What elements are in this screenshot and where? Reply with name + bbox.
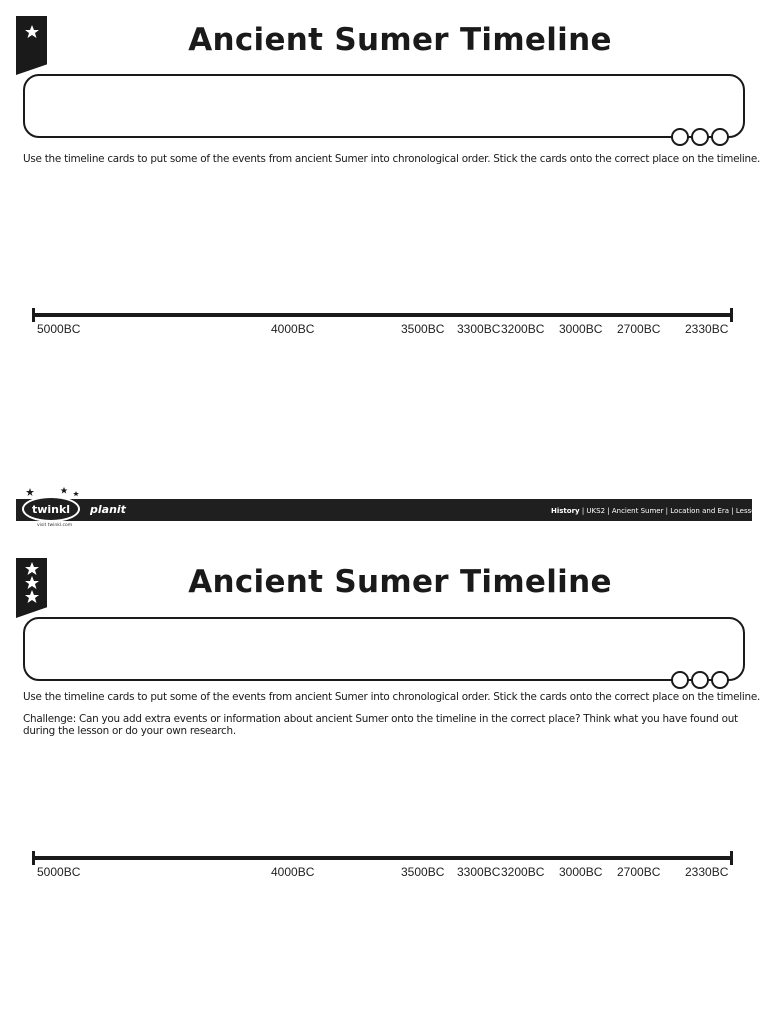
timeline-label: 3300BC bbox=[457, 865, 501, 879]
timeline-label: 3200BC bbox=[501, 322, 545, 336]
learning-objective-box[interactable] bbox=[23, 74, 745, 138]
timeline-label: 4000BC bbox=[271, 322, 315, 336]
learning-objective-box[interactable] bbox=[23, 617, 745, 681]
timeline-label: 4000BC bbox=[271, 865, 315, 879]
breadcrumb-subject: History bbox=[551, 507, 580, 515]
challenge-text: Challenge: Can you add extra events or information about ancient Sumer onto the timeline in the correct place? Think what you have found out during the lesson or do your own research. bbox=[23, 713, 738, 737]
breadcrumb-path: | UKS2 | Ancient Sumer | Location and Era | Lesson 1 bbox=[579, 507, 767, 515]
timeline-label: 2330BC bbox=[685, 865, 729, 879]
timeline-label: 3200BC bbox=[501, 865, 545, 879]
timeline-label: 2700BC bbox=[617, 322, 661, 336]
instruction-text: Use the timeline cards to put some of the events from ancient Sumer into chronological order. Stick the cards onto the correct place on the timeline. bbox=[23, 153, 761, 165]
timeline-label: 3000BC bbox=[559, 322, 603, 336]
timeline-label: 3300BC bbox=[457, 322, 501, 336]
rings-icon bbox=[671, 671, 729, 689]
footer-breadcrumb bbox=[551, 507, 767, 515]
timeline-label: 5000BC bbox=[37, 322, 81, 336]
timeline-label: 3500BC bbox=[401, 322, 445, 336]
planit-brand: planit bbox=[90, 503, 126, 516]
timeline-label: 3000BC bbox=[559, 865, 603, 879]
twinkl-logo-text: twinkl bbox=[22, 496, 80, 522]
page-title: Ancient Sumer Timeline bbox=[188, 564, 612, 600]
twinkl-logo bbox=[18, 486, 84, 530]
timeline-axis bbox=[32, 856, 733, 860]
timeline-end-cap bbox=[730, 308, 733, 322]
timeline-end-cap bbox=[730, 851, 733, 865]
timeline-label: 2700BC bbox=[617, 865, 661, 879]
rings-icon bbox=[671, 128, 729, 146]
logo-url: visit twinkl.com bbox=[37, 523, 73, 528]
page-title: Ancient Sumer Timeline bbox=[188, 22, 612, 58]
instruction-text: Use the timeline cards to put some of the events from ancient Sumer into chronological order. Stick the cards onto the correct place on the timeline. bbox=[23, 691, 761, 703]
timeline-axis bbox=[32, 313, 733, 317]
timeline-label: 5000BC bbox=[37, 865, 81, 879]
timeline-label: 3500BC bbox=[401, 865, 445, 879]
timeline-label: 2330BC bbox=[685, 322, 729, 336]
